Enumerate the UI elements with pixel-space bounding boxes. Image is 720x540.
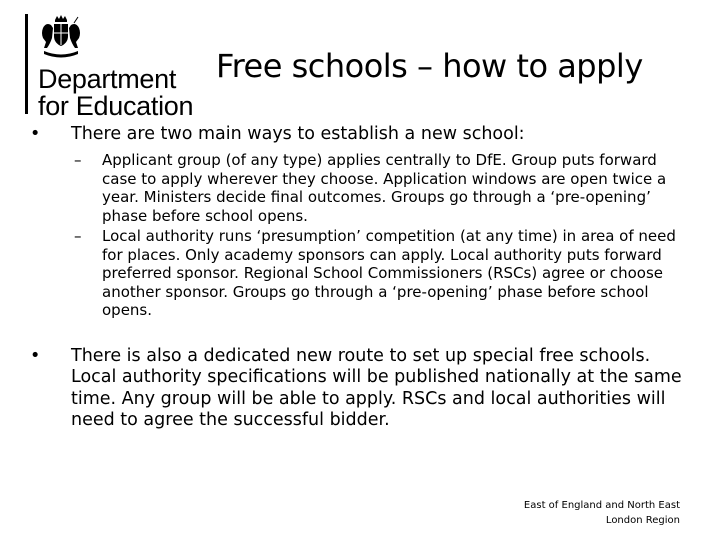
- bullet-special-free-schools: • There is also a dedicated new route to set up special free schools. Local authority specifications will be published nationally at the same time. Any group will be able to apply. RSCs and local authorities will need to agree the successful bidder.: [30, 346, 690, 432]
- slide-title: Free schools – how to apply: [216, 47, 643, 85]
- wordmark-line-1: Department: [38, 64, 177, 94]
- footer-line-1: East of England and North East: [523, 500, 680, 511]
- royal-coat-of-arms-icon: [38, 14, 84, 60]
- sub-bullet-list: [30, 151, 690, 320]
- region-footer: [524, 498, 680, 528]
- sub-bullet-local-authority: – Local authority runs ‘presumption’ competition (at any time) in area of need for places. Only academy sponsors can apply. Local authority puts forward preferred sponsor. Regional School Commissioners (RSCs) agree or choose another sponsor. Groups go through a ‘pre-opening’ phase before school opens.: [30, 227, 682, 320]
- footer-line-2: London Region: [605, 515, 680, 526]
- department-wordmark: [38, 66, 193, 120]
- sub-bullet-applicant-group: – Applicant group (of any type) applies centrally to DfE. Group puts forward case to apply wherever they choose. Application windows are open twice a year. Ministers decide final outcomes. Groups go through a ‘pre-opening’ phase before school opens.: [30, 151, 682, 225]
- wordmark-line-2: for Education: [38, 91, 194, 121]
- logo-divider: [25, 14, 28, 114]
- slide-body: [30, 124, 690, 432]
- bullet-main-routes: • There are two main ways to establish a new school:: [30, 124, 690, 145]
